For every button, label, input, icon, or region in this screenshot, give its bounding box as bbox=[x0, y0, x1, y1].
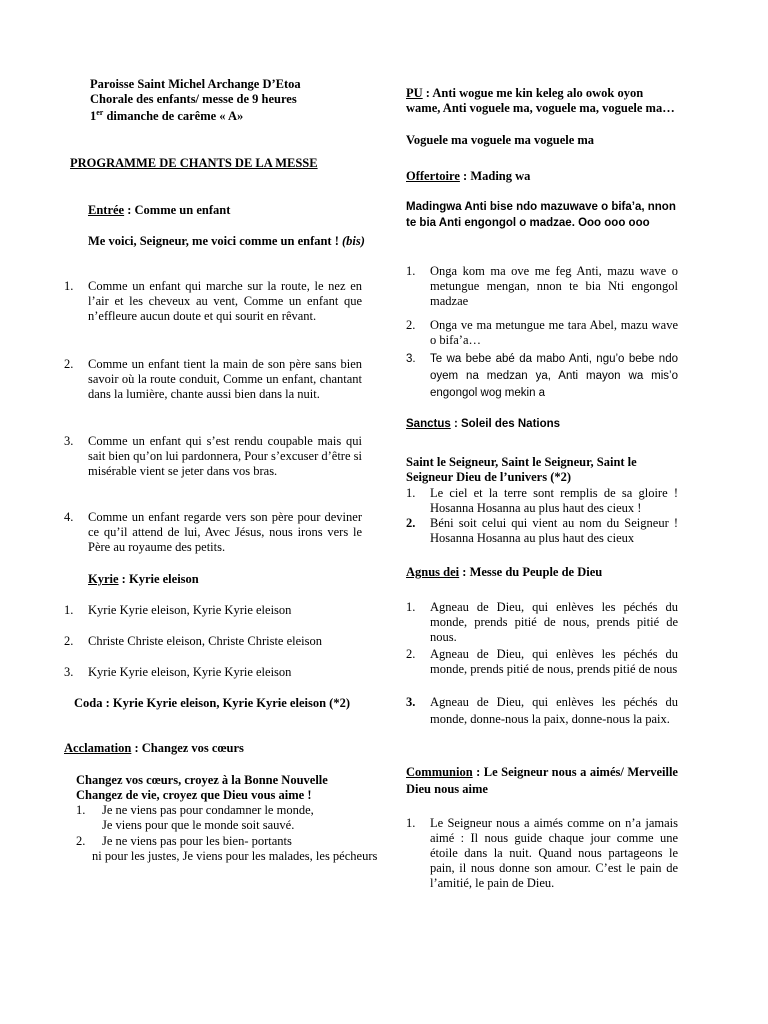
kyrie-coda: Coda : Kyrie Kyrie eleison, Kyrie Kyrie eleison (*2) bbox=[74, 696, 350, 710]
kyrie-heading: Kyrie : Kyrie eleison bbox=[88, 572, 199, 586]
acclamation-heading: Acclamation : Changez vos cœurs bbox=[64, 741, 244, 755]
document-header bbox=[90, 77, 370, 124]
communion-heading: Communion : Le Seigneur nous a aimés/ Merveille Dieu nous aime bbox=[406, 765, 678, 796]
offertoire-heading: Offertoire : Mading wa bbox=[406, 169, 531, 183]
offertoire-refrain: Madingwa Anti bise ndo mazuwave o bifa’a, nnon te bia Anti engongol o madzae. Ooo ooo ooo bbox=[406, 201, 676, 229]
parish-name: Paroisse Saint Michel Archange D’Etoa bbox=[90, 77, 301, 91]
sanctus-refrain: Saint le Seigneur, Saint le Seigneur, Saint le Seigneur Dieu de l’univers (*2) bbox=[406, 455, 637, 484]
acclamation-refrain: Changez vos cœurs, croyez à la Bonne Nouvelle Changez de vie, croyez que Dieu vous aime ! bbox=[76, 773, 328, 802]
sunday-line: 1er dimanche de carême « A» bbox=[90, 107, 244, 123]
pu-text: PU : Anti wogue me kin keleg alo owok oyon wame, Anti voguele ma, voguele ma, voguele ma… bbox=[406, 86, 675, 115]
choir-name: Chorale des enfants/ messe de 9 heures bbox=[90, 92, 297, 106]
pu-line: Voguele ma voguele ma voguele ma bbox=[406, 133, 595, 147]
program-title: PROGRAMME DE CHANTS DE LA MESSE bbox=[70, 156, 318, 170]
agnus-heading: Agnus dei : Messe du Peuple de Dieu bbox=[406, 565, 603, 579]
sanctus-heading: Sanctus : Soleil des Nations bbox=[406, 418, 561, 430]
entree-heading: Entrée : Comme un enfant bbox=[88, 203, 231, 217]
entree-refrain: Me voici, Seigneur, me voici comme un enfant ! (bis) bbox=[88, 234, 365, 248]
